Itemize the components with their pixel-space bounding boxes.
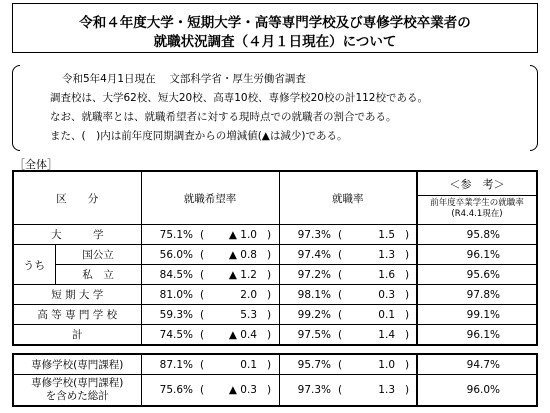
hope-change: ▲ 0.3 (207, 375, 261, 407)
vocational-table (12, 353, 538, 407)
right-bracket (530, 65, 538, 151)
employment-change: 0.3 (345, 285, 399, 305)
table-row: 短 期 大 学 81.0% ( 2.0 ) 98.1% ( 0.3 ) 97.8% (13, 285, 537, 305)
reference-sub2: (R4.4.1現在) (451, 209, 503, 219)
reference-rate: 97.8% (417, 285, 537, 305)
table-row-grand-total: 専修学校(専門課程) を含めた総計 75.6% ( ▲ 0.3 ) 97.3% ( 1.3 ) 96.0% (13, 375, 537, 407)
hope-rate: 74.5% (141, 325, 197, 346)
row-label (13, 375, 141, 407)
hope-rate: 84.5% (141, 265, 197, 285)
row-label: 国公立 (55, 245, 141, 265)
row-label-line1: 専修学校(専門課程) (31, 377, 124, 389)
employment-change: 1.3 (345, 375, 399, 407)
employment-rate: 95.7% (279, 354, 335, 375)
title-line-2: 就職状況調査（４月１日現在）について (153, 34, 397, 50)
employment-rate: 97.2% (279, 265, 335, 285)
hope-change: ▲ 1.2 (207, 265, 261, 285)
employment-rate: 97.5% (279, 325, 335, 346)
table-row: 大 学 75.1% ( ▲ 1.0 ) 97.3% ( 1.5 ) 95.8% (13, 225, 537, 245)
header-hope-rate: 就職希望率 (141, 171, 279, 225)
title-box (12, 3, 538, 53)
reference-rate: 94.7% (417, 354, 537, 375)
header-employment-rate: 就職率 (279, 171, 417, 225)
reference-sub1: 前年度卒業学生の就職率 (430, 198, 524, 208)
note-definition: なお、就職率とは、就職希望者に対する現時点での就職者の割合である。 (50, 111, 397, 123)
table-row-total: 計 74.5% ( ▲ 0.4 ) 97.5% ( 1.4 ) 96.1% (13, 325, 537, 346)
left-bracket (12, 65, 20, 151)
employment-rate: 97.4% (279, 245, 335, 265)
employment-rate: 97.3% (279, 375, 335, 407)
row-label: 専修学校(専門課程) (13, 354, 141, 375)
employment-change: 1.5 (345, 225, 399, 245)
reference-rate: 95.6% (417, 265, 537, 285)
table-row: 専修学校(専門課程) 87.1% ( 0.1 ) 95.7% ( 1.0 ) 94.7% (13, 354, 537, 375)
hope-change: ▲ 0.8 (207, 245, 261, 265)
hope-change: ▲ 1.0 (207, 225, 261, 245)
table-row: 高 等 専 門 学 校 59.3% ( 5.3 ) 99.2% ( 0.1 ) 99.1% (13, 305, 537, 325)
reference-rate: 99.1% (417, 305, 537, 325)
note-change: また、( )内は前年度同期調査からの増減値(▲は減少)である。 (50, 130, 348, 142)
row-label: 高 等 専 門 学 校 (13, 305, 141, 325)
hope-rate: 87.1% (141, 354, 197, 375)
row-label: 私 立 (55, 265, 141, 285)
header-category: 区 分 (13, 171, 141, 225)
row-label-line2: を含めた総計 (45, 390, 109, 402)
uchi-label: うち (13, 245, 55, 285)
notes-block (12, 65, 538, 151)
row-label: 大 学 (13, 225, 141, 245)
employment-change: 1.4 (345, 325, 399, 346)
table-row: うち 国公立 56.0% ( ▲ 0.8 ) 97.4% ( 1.3 ) 96.1% (13, 245, 537, 265)
hope-change: ▲ 0.4 (207, 325, 261, 346)
hope-change: 0.1 (207, 354, 261, 375)
reference-title: ＜参 考＞ (449, 178, 505, 191)
employment-change: 1.0 (345, 354, 399, 375)
table-row: 私 立 84.5% ( ▲ 1.2 ) 97.2% ( 1.6 ) 95.6% (13, 265, 537, 285)
hope-rate: 75.6% (141, 375, 197, 407)
employment-rate: 97.3% (279, 225, 335, 245)
header-reference (417, 171, 537, 225)
employment-change: 0.1 (345, 305, 399, 325)
row-label: 短 期 大 学 (13, 285, 141, 305)
reference-rate: 95.8% (417, 225, 537, 245)
employment-change: 1.3 (345, 245, 399, 265)
hope-rate: 81.0% (141, 285, 197, 305)
note-survey-date: 令和5年4月1日現在 文部科学省・厚生労働省調査 (62, 73, 306, 85)
reference-rate: 96.0% (417, 375, 537, 407)
employment-rate: 99.2% (279, 305, 335, 325)
row-label: 計 (13, 325, 141, 346)
hope-rate: 56.0% (141, 245, 197, 265)
employment-rate: 98.1% (279, 285, 335, 305)
employment-change: 1.6 (345, 265, 399, 285)
note-schools: 調査校は、大学62校、短大20校、高専10校、専修学校20校の計112校である。 (50, 92, 428, 104)
hope-change: 5.3 (207, 305, 261, 325)
reference-rate: 96.1% (417, 245, 537, 265)
hope-rate: 75.1% (141, 225, 197, 245)
hope-change: 2.0 (207, 285, 261, 305)
title-line-1: 令和４年度大学・短期大学・高等専門学校及び専修学校卒業者の (79, 15, 471, 31)
hope-rate: 59.3% (141, 305, 197, 325)
section-label: ［全体］ (14, 158, 58, 171)
reference-rate: 96.1% (417, 325, 537, 346)
employment-table (12, 170, 538, 346)
